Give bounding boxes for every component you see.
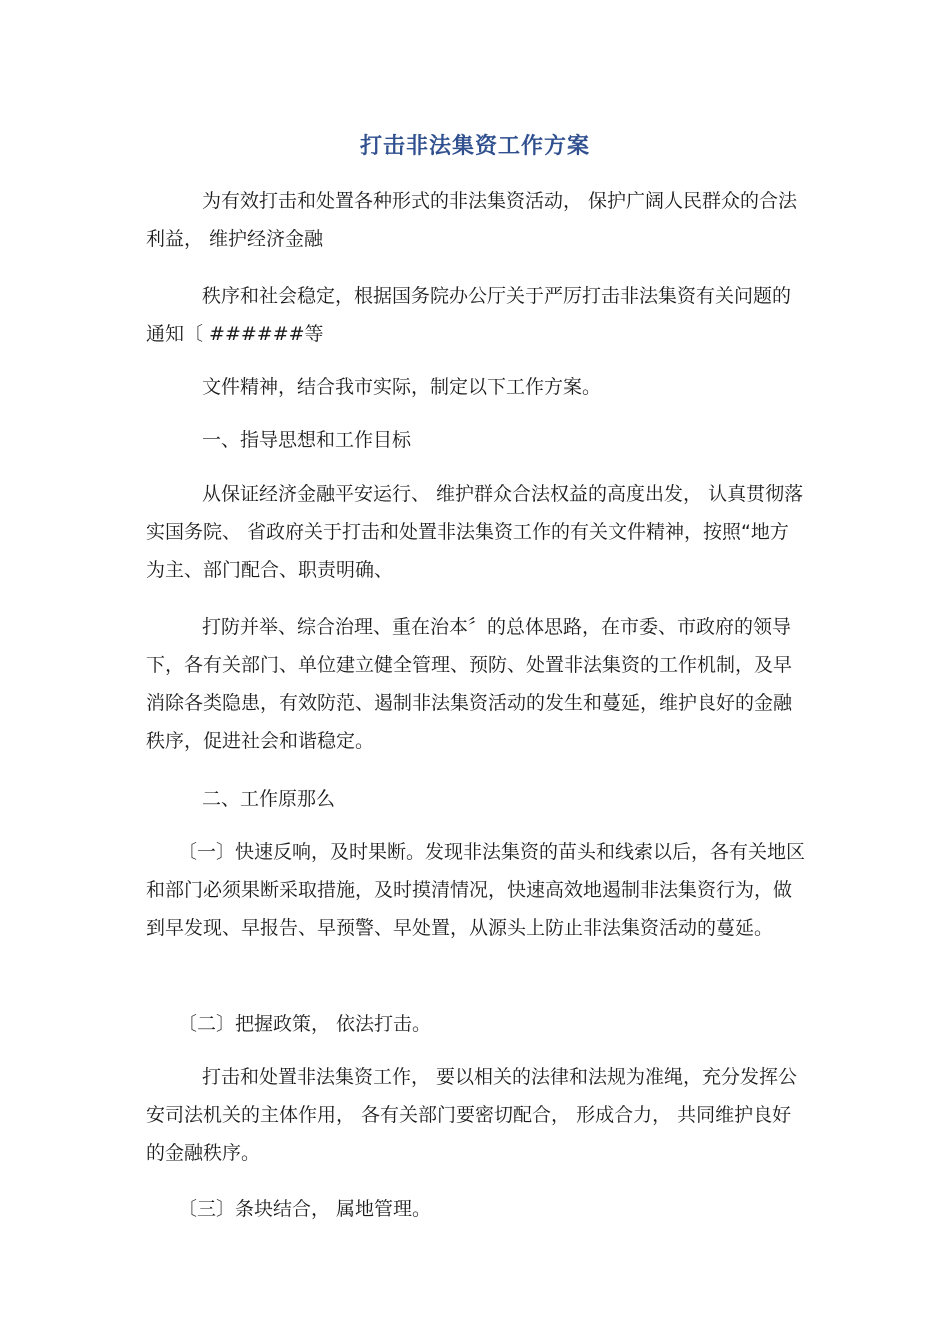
paragraph-principle-3-heading: 〔三〕条块结合， 属地管理。 [178, 1198, 432, 1220]
paragraph-principle-2-body: 打击和处置非法集资工作， 要以相关的法律和法规为准绳，充分发挥公安司法机关的主体作用， 各有关部门要密切配合， 形成合力， 共同维护良好的金融秩序。 [146, 1066, 798, 1164]
paragraph-guiding-1: 从保证经济金融平安运行、 维护群众合法权益的高度出发， 认真贯彻落实国务院、 省政府关于打击和处置非法集资工作的有关文件精神，按照“地方为主、部门配合、职责明确、 [146, 483, 804, 581]
document-title: 打击非法集资工作方案 [359, 134, 590, 159]
paragraph-intro-3: 文件精神，结合我市实际，制定以下工作方案。 [202, 376, 602, 398]
paragraph-principle-1: 〔一〕快速反响，及时果断。发现非法集资的苗头和线索以后，各有关地区和部门必须果断采取措施，及时摸清情况，快速高效地遏制非法集资行为，做到早发现、早报告、早预警、早处置，从源头上防止非法集资活动的蔓延。 [146, 841, 806, 939]
section-heading-2: 二、工作原那么 [202, 788, 336, 810]
paragraph-intro-2: 秩序和社会稳定，根据国务院办公厅关于严厉打击非法集资有关问题的通知〔 ######等 [146, 285, 792, 345]
paragraph-principle-2-heading: 〔二〕把握政策， 依法打击。 [178, 1013, 432, 1035]
paragraph-guiding-2: 打防并举、综合治理、重在治本〞的总体思路，在市委、市政府的领导下，各有关部门、单位建立健全管理、预防、处置非法集资的工作机制，及早消除各类隐患，有效防范、遏制非法集资活动的发生和蔓延，维护良好的金融秩序，促进社会和谐稳定。 [146, 616, 793, 752]
paragraph-intro-1: 为有效打击和处置各种形式的非法集资活动， 保护广阔人民群众的合法利益， 维护经济金融 [146, 190, 798, 250]
section-heading-1: 一、指导思想和工作目标 [202, 429, 412, 451]
